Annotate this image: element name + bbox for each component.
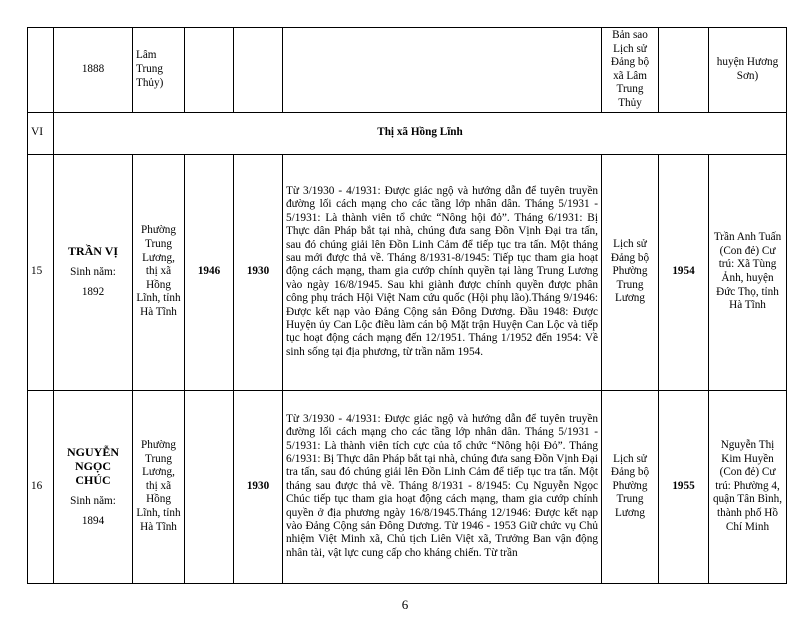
page-number: 6 bbox=[401, 597, 409, 612]
hometown-cell: Phường Trung Lương, thị xã Hồng Lĩnh, tỉnh Hà Tĩnh bbox=[133, 390, 185, 583]
section-title: Thị xã Hồng Lĩnh bbox=[54, 112, 787, 154]
born-label: Sinh năm: bbox=[70, 494, 116, 507]
activity-year-cell: 1930 bbox=[234, 390, 283, 583]
cont-party-year-cell bbox=[185, 28, 234, 113]
cont-description-cell bbox=[283, 28, 602, 113]
cont-stt-cell bbox=[28, 28, 54, 113]
person-cell bbox=[54, 390, 133, 583]
death-year-cell: 1955 bbox=[659, 390, 709, 583]
activity-year-cell: 1930 bbox=[234, 154, 283, 390]
description-cell: Từ 3/1930 - 4/1931: Được giác ngộ và hướng dẫn để tuyên truyền đường lối cách mạng cho các tầng lớp nhân dân. Tháng 5/1931 - 5/1931: Là thành viên tích cực của tổ chức “Nông hội Đỏ”. Tháng 6/1931: Bị Thực dân Pháp bắt tại nhà, chúng đưa sang Đồn Vịnh Đại tra tấn, sau đó chúng giải lên Đồn Linh Cảm để tiếp tục tra tấn. Một tháng sau được thả về. Tháng 8/1931 - 8/1945: Cụ Nguyễn Ngọc Chúc tiếp tục tham gia hoạt động cách mạng, tham gia cướp chính quyền ở địa phương ngày 16/8/1945.Tháng 12/1946: Được kết nạp vào Đảng Cộng sản Đông Dương. Từ 1946 - 1953 Giữ chức vụ Chủ nhiệm Việt Minh xã, Chủ tịch Liên Việt xã, Trưởng Ban vận động nhân tài, vật lực cung cấp cho kháng chiến. Từ trần bbox=[283, 390, 602, 583]
cont-relative-cell: huyện Hương Sơn) bbox=[709, 28, 787, 113]
section-row bbox=[28, 112, 787, 154]
source-cell: Lịch sử Đảng bộ Phường Trung Lương bbox=[602, 390, 659, 583]
section-number: VI bbox=[28, 112, 54, 154]
death-year-cell: 1954 bbox=[659, 154, 709, 390]
party-year-cell: 1946 bbox=[185, 154, 234, 390]
source-cell: Lịch sử Đảng bộ Phường Trung Lương bbox=[602, 154, 659, 390]
born-year: 1894 bbox=[81, 514, 105, 527]
hometown-cell: Phường Trung Lương, thị xã Hồng Lĩnh, tỉnh Hà Tĩnh bbox=[133, 154, 185, 390]
born-label: Sinh năm: bbox=[70, 266, 116, 279]
cont-born-year-cell: 1888 bbox=[54, 28, 133, 113]
cont-activity-year-cell bbox=[234, 28, 283, 113]
row-number: 15 bbox=[28, 154, 54, 390]
relative-cell: Nguyễn Thị Kim Huyền (Con đẻ) Cư trú: Phường 4, quận Tân Bình, thành phố Hồ Chí Minh bbox=[709, 390, 787, 583]
records-table bbox=[27, 27, 787, 584]
party-year-cell bbox=[185, 390, 234, 583]
row-number: 16 bbox=[28, 390, 54, 583]
table-row bbox=[28, 154, 787, 390]
born-year: 1892 bbox=[81, 286, 105, 299]
relative-cell: Trần Anh Tuấn (Con đẻ) Cư trú: Xã Tùng Ảnh, huyện Đức Thọ, tỉnh Hà Tĩnh bbox=[709, 154, 787, 390]
description-cell: Từ 3/1930 - 4/1931: Được giác ngộ và hướng dẫn để tuyên truyền đường lối cách mạng cho các tầng lớp nhân dân. Tháng 5/1931 - 5/1931: Là thành viên tổ chức “Nông hội đỏ”. Tháng 6/1931: Bị Thực dân Pháp bắt tại nhà, chúng đưa sang Đồn Vịnh Đại tra tấn, sau đó chúng giải lên Đồn Linh Cảm để tiếp tục tra tấn. Một tháng sau mới được thả về. Tháng 8/1931-8/1945: Tiếp tục tham gia hoạt động cách mạng, tham gia cướp chính quyền tại làng Trung Lương vào ngày 16/8/1945. Sau khi giành được chính quyền được phân công phụ trách Hội Việt Nam cứu quốc (Hội phụ lão).Tháng 9/1946: Được kết nạp vào Đảng Cộng sản Đông Dương. Đầu 1948: Được Huyện ủy Can Lộc điều làm cán bộ Mặt trận Huyện Can Lộc và tiếp tục hoạt động cách mạng đến 12/1951. Tháng 1/1952 đến 1954: Về sinh sống tại địa phương, từ trần năm 1954. bbox=[283, 154, 602, 390]
cont-source-cell: Bản sao Lịch sử Đảng bộ xã Lâm Trung Thủy bbox=[602, 28, 659, 113]
person-name: NGUYỄN NGỌC CHÚC bbox=[66, 444, 119, 487]
person-name: TRẦN VỊ bbox=[67, 244, 119, 259]
person-cell bbox=[54, 154, 133, 390]
cont-death-year-cell bbox=[659, 28, 709, 113]
table-row bbox=[28, 390, 787, 583]
continuation-row bbox=[28, 28, 787, 113]
cont-hometown-cell: Lâm Trung Thủy) bbox=[133, 28, 185, 113]
